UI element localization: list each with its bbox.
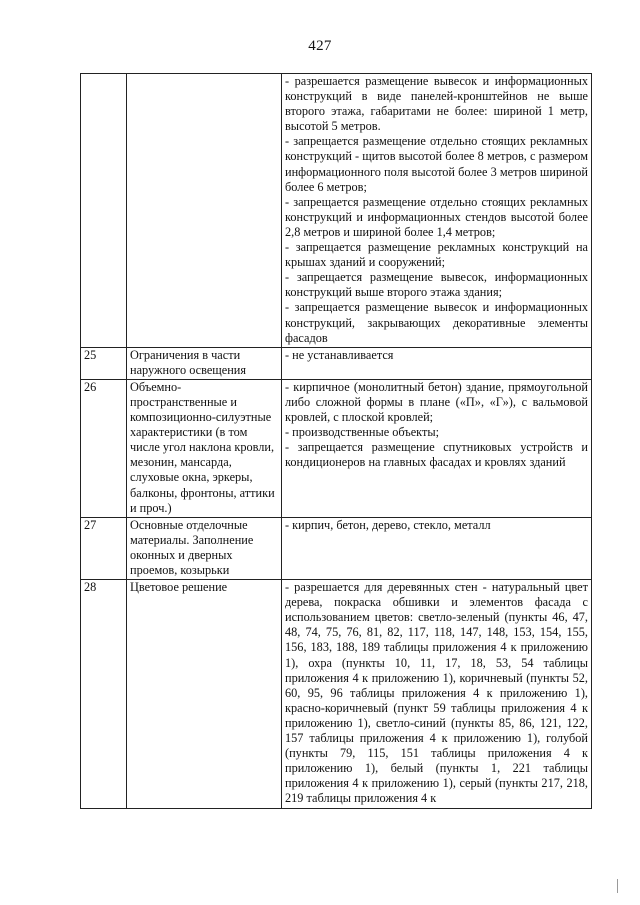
table-row xyxy=(81,379,592,517)
parameter-name-cell: Цветовое решение xyxy=(127,580,282,808)
requirements-cell xyxy=(282,517,592,579)
requirement-item: - разрешается для деревянных стен - натуральный цвет дерева, покраска обшивки и элементов фасада с использованием цветов: светло-зеленый (пункты 46, 47, 48, 74, 75, 76, 81, 82, 117, 118, 147, 148, 153, 154, 155, 156, 183, 188, 189 таблицы приложения 4 к приложению 1), охра (пункты 10, 11, 17, 18, 53, 54 таблицы приложения 4 к приложению 1), коричневый (пункты 52, 60, 95, 96 таблицы приложения 4 к приложению 1), красно-коричневый (пункт 59 таблицы приложения 4 к приложению 1), светло-синий (пункты 85, 86, 121, 122, 157 таблицы приложения 4 к приложению 1), голубой (пункты 79, 115, 151 таблицы приложения 4 к приложению 1), белый (пункты 1, 221 таблицы приложения 4 к приложению 1), серый (пункты 217, 218, 219 таблицы приложения 4 к xyxy=(285,580,588,806)
row-number-cell: 27 xyxy=(81,517,127,579)
table-row xyxy=(81,347,592,379)
table-row xyxy=(81,74,592,348)
page-number: 427 xyxy=(308,38,332,54)
row-number-cell: 26 xyxy=(81,379,127,517)
parameter-name-cell xyxy=(127,74,282,348)
parameter-name-cell: Ограничения в части наружного освещения xyxy=(127,347,282,379)
scan-mark xyxy=(617,879,618,893)
parameter-name-cell: Основные отделочные материалы. Заполнение оконных и дверных проемов, козырьки xyxy=(127,517,282,579)
requirement-item: - запрещается размещение вывесок и информационных конструкций, закрывающих декоративные элементы фасадов xyxy=(285,300,588,345)
requirement-item: - разрешается размещение вывесок и информационных конструкций в виде панелей-кронштейнов не выше второго этажа, габаритами не более: шириной 1 метр, высотой 5 метров. xyxy=(285,74,588,134)
requirements-cell xyxy=(282,74,592,348)
row-number-cell xyxy=(81,74,127,348)
row-number-cell: 28 xyxy=(81,580,127,808)
requirements-cell xyxy=(282,379,592,517)
requirements-cell xyxy=(282,347,592,379)
requirement-item: - не устанавливается xyxy=(285,347,394,362)
table-row xyxy=(81,580,592,808)
requirement-item: - кирпич, бетон, дерево, стекло, металл xyxy=(285,517,491,532)
row-number-cell: 25 xyxy=(81,347,127,379)
requirements-cell xyxy=(282,580,592,808)
regulations-table xyxy=(80,73,592,809)
requirement-item: - запрещается размещение спутниковых устройств и кондиционеров на главных фасадах и кровлях зданий xyxy=(285,440,588,470)
parameter-name-cell: Объемно-пространственные и композиционно-силуэтные характеристики (в том числе угол наклона кровли, мезонин, мансарда, слуховые окна, эркеры, балконы, фронтоны, аттики и проч.) xyxy=(127,379,282,517)
requirement-item: - производственные объекты; xyxy=(285,425,440,440)
requirement-item: - запрещается размещение вывесок, информационных конструкций выше второго этажа здания; xyxy=(285,270,588,300)
requirement-item: - запрещается размещение рекламных конструкций на крышах зданий и сооружений; xyxy=(285,240,588,270)
requirement-item: - запрещается размещение отдельно стоящих рекламных конструкций - щитов высотой более 8 метров, с размером информационного поля высотой более 3 метров шириной более 6 метров; xyxy=(285,134,588,194)
requirement-item: - кирпичное (монолитный бетон) здание, прямоугольной либо сложной формы в плане («П», «Г»), с вальмовой кровлей, с плоской кровлей; xyxy=(285,379,588,425)
table-row xyxy=(81,517,592,579)
requirement-item: - запрещается размещение отдельно стоящих рекламных конструкций и информационных стендов высотой более 2,8 метров и шириной более 1,4 метров; xyxy=(285,194,588,239)
